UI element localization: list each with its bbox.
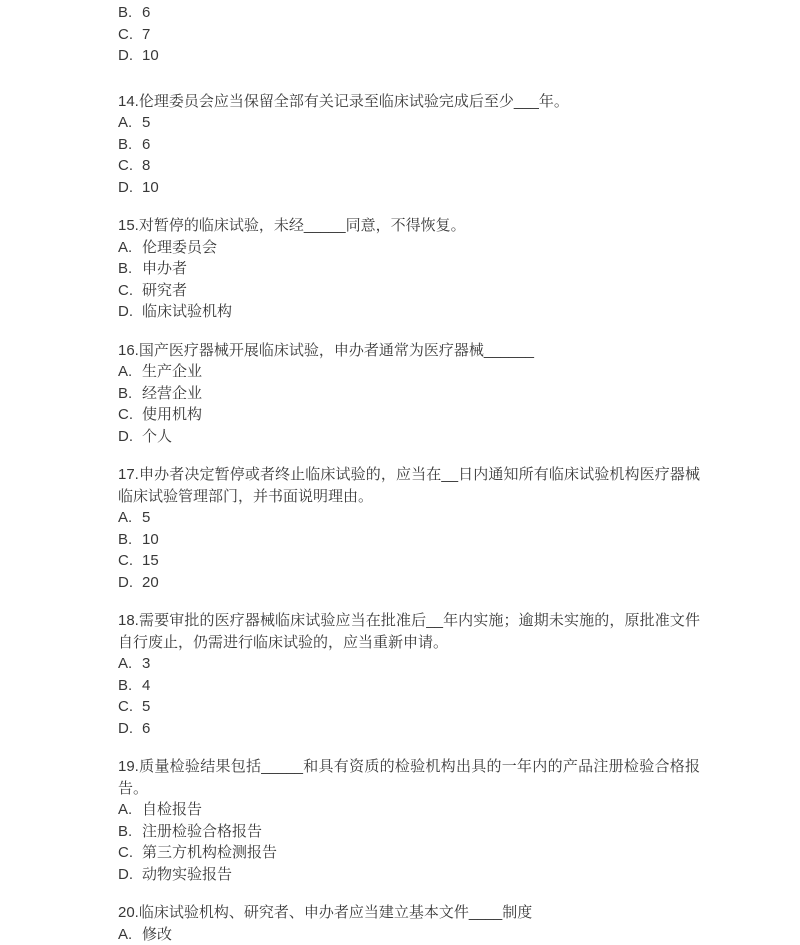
option-row (118, 550, 700, 572)
option-row (118, 696, 700, 718)
option-letter: D. (118, 426, 142, 448)
option-text: 3 (142, 653, 150, 675)
option-row (118, 45, 700, 67)
option-letter: B. (118, 383, 142, 405)
question-number: 18. (118, 612, 139, 629)
option-letter: B. (118, 2, 142, 24)
option-row (118, 237, 700, 259)
option-letter: D. (118, 301, 142, 323)
question-text (118, 464, 700, 507)
option-row (118, 821, 700, 843)
option-text: 20 (142, 572, 159, 594)
option-row (118, 280, 700, 302)
question-text (118, 756, 700, 799)
option-letter: A. (118, 924, 142, 945)
question-block-17 (118, 464, 700, 593)
option-row (118, 572, 700, 594)
option-text: 6 (142, 134, 150, 156)
option-letter: B. (118, 258, 142, 280)
option-text: 临床试验机构 (142, 301, 232, 323)
option-text: 使用机构 (142, 404, 202, 426)
option-row (118, 653, 700, 675)
option-letter: D. (118, 864, 142, 886)
question-body: 申办者决定暂停或者终止临床试验的，应当在__日内通知所有临床试验机构医疗器械临床试验管理部门，并书面说明理由。 (118, 466, 700, 505)
option-letter: C. (118, 404, 142, 426)
question-block-partial (118, 2, 700, 67)
option-row (118, 426, 700, 448)
option-row (118, 177, 700, 199)
option-row (118, 404, 700, 426)
option-text: 4 (142, 675, 150, 697)
question-number: 17. (118, 466, 139, 483)
option-text: 自检报告 (142, 799, 202, 821)
option-text: 注册检验合格报告 (142, 821, 262, 843)
question-number: 19. (118, 758, 139, 775)
option-letter: D. (118, 45, 142, 67)
option-letter: B. (118, 675, 142, 697)
option-letter: B. (118, 821, 142, 843)
question-body: 国产医疗器械开展临床试验，申办者通常为医疗器械______ (139, 342, 534, 359)
question-number: 14. (118, 93, 139, 110)
question-block-18 (118, 610, 700, 739)
question-body: 临床试验机构、研究者、申办者应当建立基本文件____制度 (139, 904, 532, 921)
option-row (118, 507, 700, 529)
option-row (118, 155, 700, 177)
question-body: 对暂停的临床试验，未经_____同意，不得恢复。 (139, 217, 466, 234)
question-block-15 (118, 215, 700, 323)
option-row (118, 675, 700, 697)
option-letter: C. (118, 842, 142, 864)
question-body: 需要审批的医疗器械临床试验应当在批准后__年内实施；逾期未实施的，原批准文件自行废止，仍需进行临床试验的，应当重新申请。 (118, 612, 700, 651)
option-row (118, 361, 700, 383)
option-text: 7 (142, 24, 150, 46)
option-text: 10 (142, 177, 159, 199)
option-letter: A. (118, 237, 142, 259)
question-block-14 (118, 91, 700, 199)
option-text: 10 (142, 45, 159, 67)
option-row (118, 24, 700, 46)
option-text: 生产企业 (142, 361, 202, 383)
option-text: 伦理委员会 (142, 237, 217, 259)
option-letter: C. (118, 155, 142, 177)
option-text: 研究者 (142, 280, 187, 302)
option-letter: D. (118, 177, 142, 199)
option-text: 6 (142, 2, 150, 24)
question-block-20 (118, 902, 700, 945)
option-row (118, 134, 700, 156)
option-text: 动物实验报告 (142, 864, 232, 886)
option-row (118, 258, 700, 280)
question-number: 20. (118, 904, 139, 921)
option-row (118, 799, 700, 821)
option-text: 经营企业 (142, 383, 202, 405)
option-letter: A. (118, 653, 142, 675)
option-text: 第三方机构检测报告 (142, 842, 277, 864)
question-text (118, 610, 700, 653)
option-row (118, 301, 700, 323)
question-number: 16. (118, 342, 139, 359)
question-block-16 (118, 340, 700, 448)
option-letter: A. (118, 799, 142, 821)
option-text: 6 (142, 718, 150, 740)
option-text: 5 (142, 696, 150, 718)
option-text: 15 (142, 550, 159, 572)
option-row (118, 112, 700, 134)
option-letter: B. (118, 134, 142, 156)
option-letter: D. (118, 718, 142, 740)
option-row (118, 864, 700, 886)
option-text: 申办者 (142, 258, 187, 280)
option-row (118, 924, 700, 945)
option-row (118, 2, 700, 24)
option-letter: C. (118, 550, 142, 572)
option-row (118, 718, 700, 740)
question-number: 15. (118, 217, 139, 234)
option-text: 5 (142, 507, 150, 529)
question-text (118, 340, 700, 362)
option-letter: D. (118, 572, 142, 594)
question-text (118, 91, 700, 113)
option-letter: C. (118, 696, 142, 718)
option-row (118, 383, 700, 405)
option-letter: C. (118, 24, 142, 46)
option-letter: A. (118, 361, 142, 383)
question-text (118, 902, 700, 924)
option-letter: A. (118, 112, 142, 134)
option-letter: B. (118, 529, 142, 551)
option-text: 个人 (142, 426, 172, 448)
question-body: 伦理委员会应当保留全部有关记录至临床试验完成后至少___年。 (139, 93, 569, 110)
option-letter: C. (118, 280, 142, 302)
question-text (118, 215, 700, 237)
option-text: 5 (142, 112, 150, 134)
question-body: 质量检验结果包括_____和具有资质的检验机构出具的一年内的产品注册检验合格报告。 (118, 758, 700, 797)
option-row (118, 842, 700, 864)
option-text: 修改 (142, 924, 172, 945)
question-block-19 (118, 756, 700, 885)
option-text: 8 (142, 155, 150, 177)
option-letter: A. (118, 507, 142, 529)
option-row (118, 529, 700, 551)
option-text: 10 (142, 529, 159, 551)
